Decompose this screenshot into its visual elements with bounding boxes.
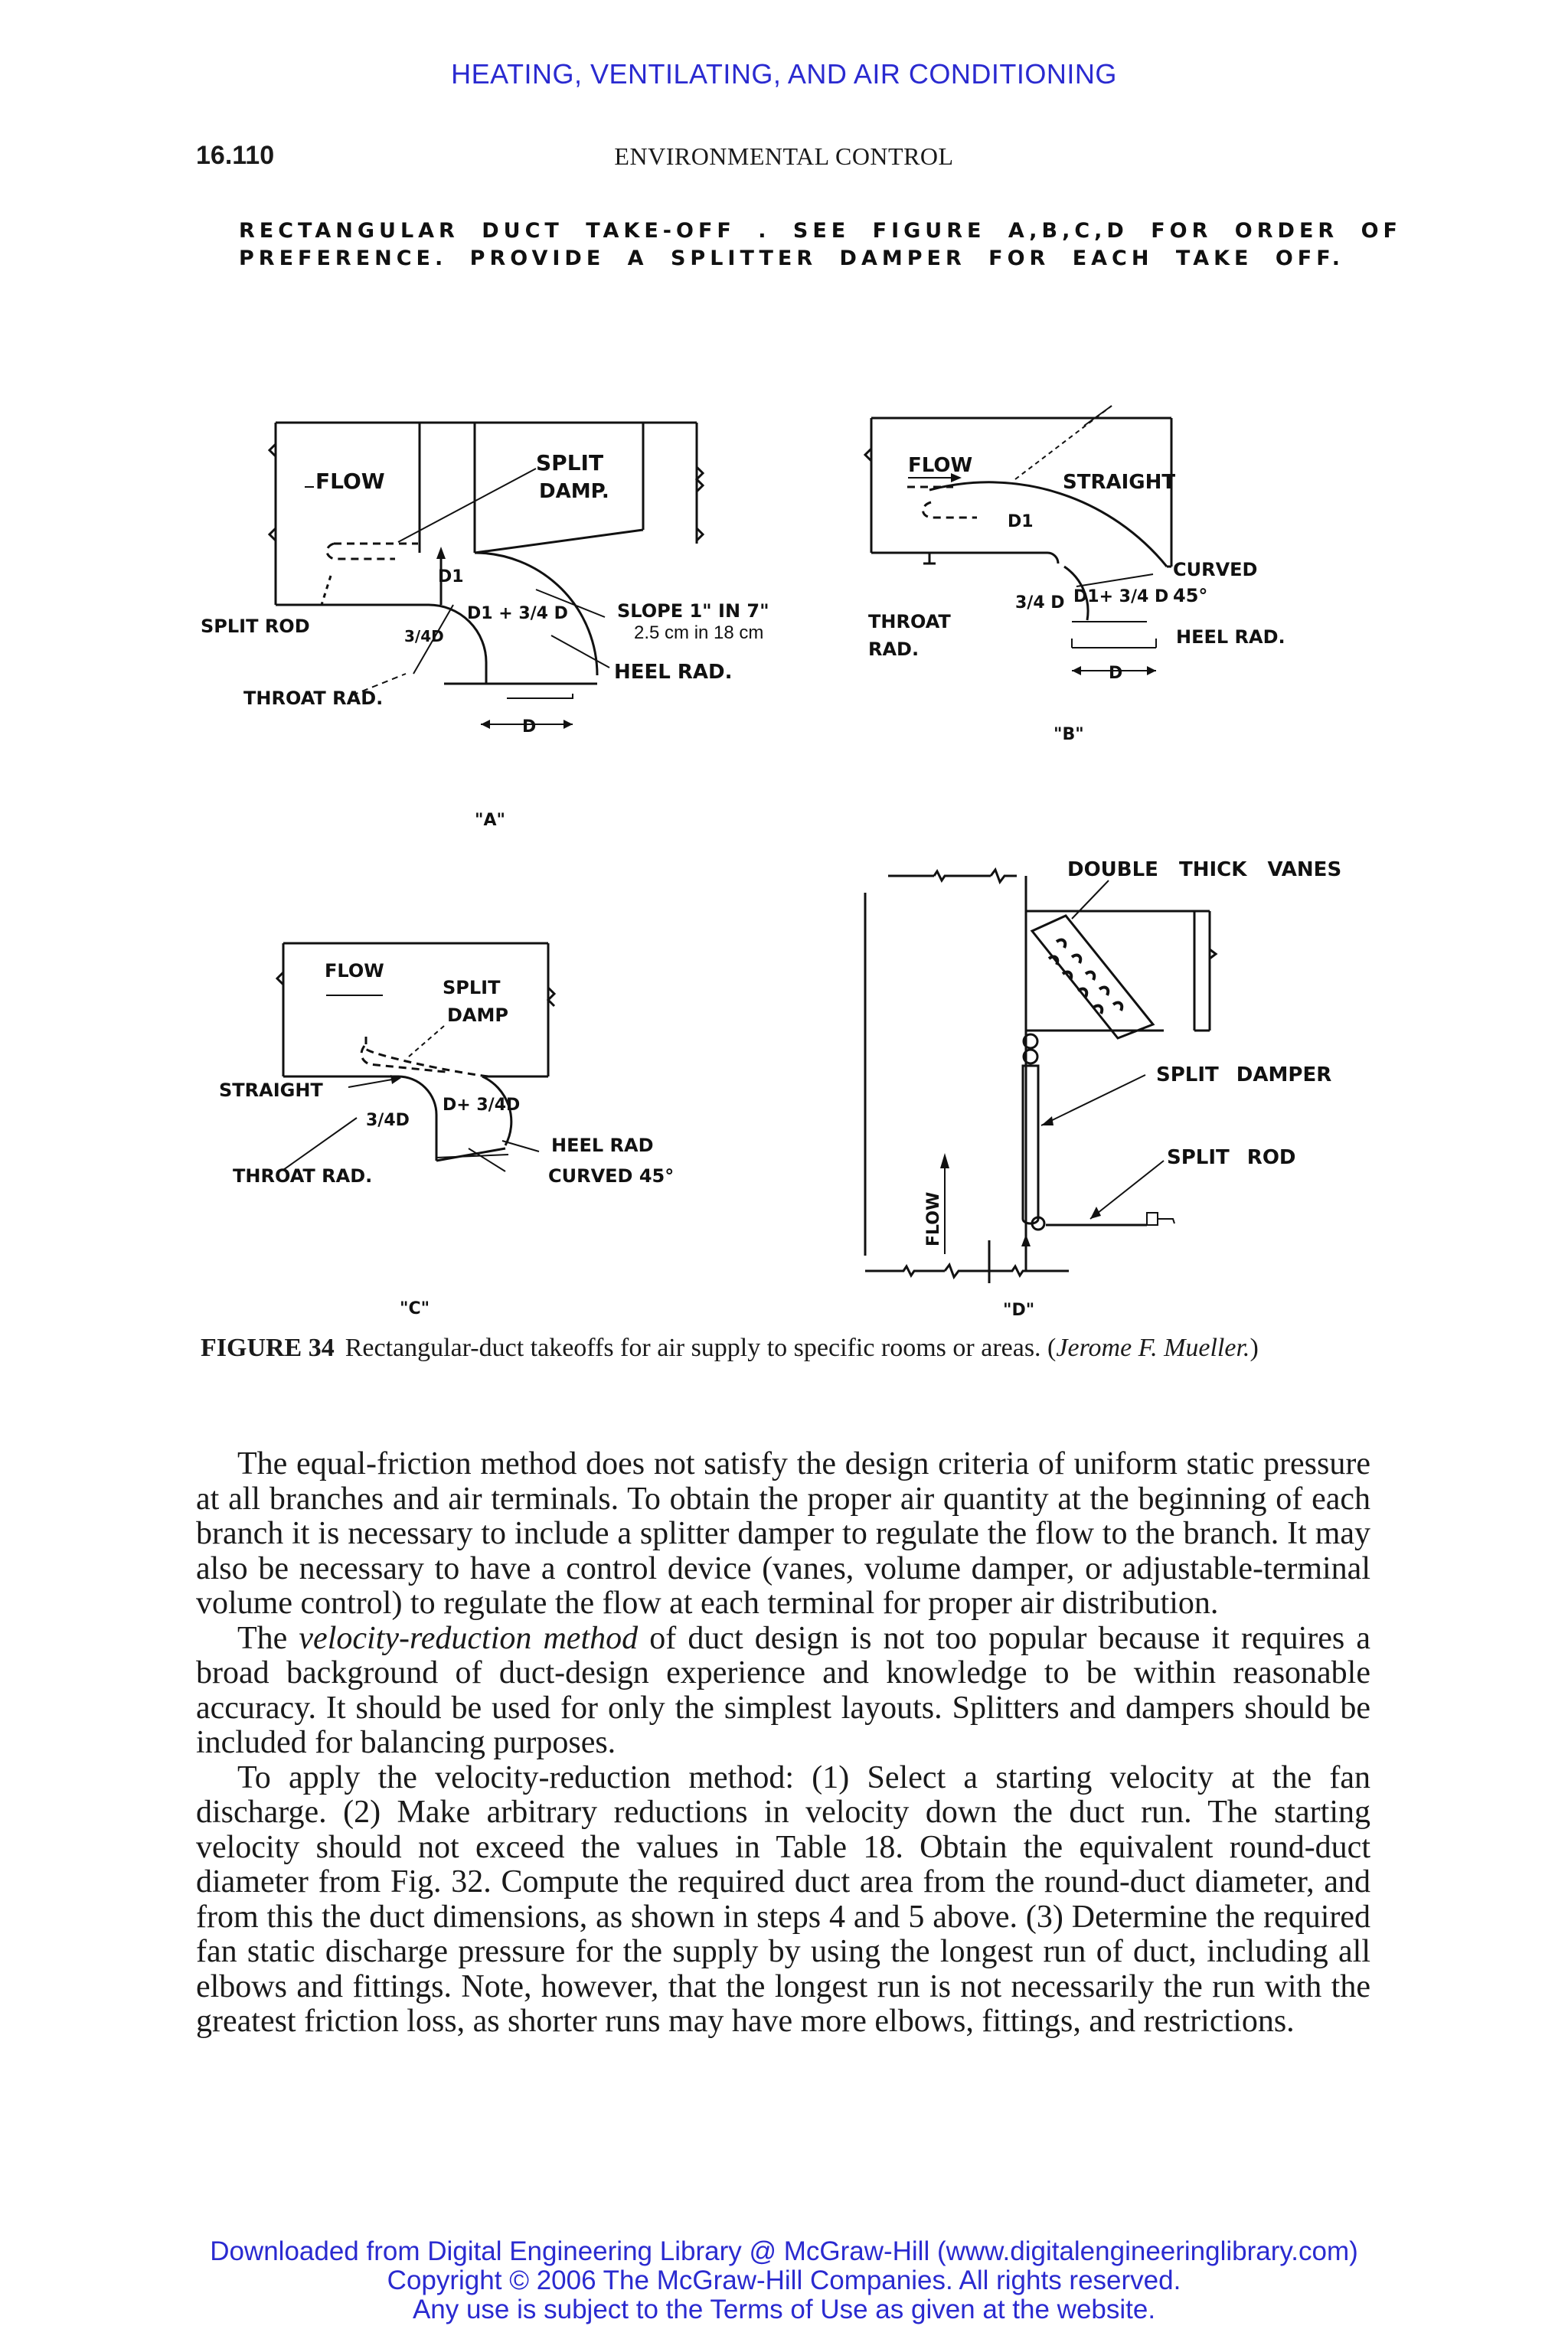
page-number: 16.110 — [196, 141, 275, 170]
panel-a-heel-rad-label: HEEL RAD. — [614, 661, 733, 684]
panel-c-throat-rad-label: THROAT RAD. — [233, 1165, 373, 1187]
panel-a-split-rod-label: SPLIT ROD — [201, 616, 310, 637]
body-paragraph-3: To apply the velocity-reduction method: (1) Select a starting velocity at the fan discharge. (2) Make arbitrary reductions in velocity down the duct run. The starting velocity should not exceed the values in Table 18. Obtain the equivalent round-duct diameter from Fig. 32. Compute the required duct area from the round-duct diameter, and from this the duct dimensions, as shown in steps 4 and 5 above. (3) Determine the required fan static discharge pressure for the supply by using the longest run of duct, including all elbows and fittings. Note, however, that the longest run is not necessarily the run with the greatest friction loss, as shorter runs may have more elbows, fittings, and restrictions. — [196, 1759, 1370, 2039]
footer-terms: Any use is subject to the Terms of Use as given at the website. — [412, 2295, 1156, 2324]
panel-b-flow-label: FLOW — [908, 454, 973, 477]
panel-d-split-damper-label: SPLIT DAMPER — [1156, 1063, 1332, 1086]
panel-b-id: "B" — [1054, 725, 1084, 744]
figure-caption-text: Rectangular-duct takeoffs for air supply to specific rooms or areas. ( — [345, 1334, 1057, 1362]
body-paragraph-1: The equal-friction method does not satisfy the design criteria of uniform static pressure at all branches and air terminals. To obtain the proper air quantity at the beginning of each branch it is necessary to include a splitter damper to regulate the flow to the branch. It may also be necessary to have a control device (vanes, volume damper, or adjustable-terminal volume control) to regulate the flow at each terminal for proper air distribution. — [196, 1446, 1370, 1621]
panel-b-angle-label: 45° — [1173, 585, 1208, 606]
panel-b-d1-label: D1 — [1008, 512, 1034, 531]
panel-b-drawing — [865, 406, 1171, 675]
panel-c-heel-rad-label: HEEL RAD — [551, 1135, 654, 1156]
panel-b-throat-label: THROAT — [868, 611, 951, 632]
body-paragraph-2-rest: of duct design is not too popular because it requires a broad background of duct-design experience and knowledge to be within reasonable accuracy. It should be used for only the simplest layouts. Splitters and dampers should be included for balancing purposes. — [196, 1620, 1371, 1760]
panel-c-id: "C" — [400, 1299, 430, 1318]
figure-caption-credit: Jerome F. Mueller. — [1056, 1334, 1250, 1362]
panel-a-three-quarter-d-label: 3/4D — [404, 627, 444, 645]
panel-c-flow-label: FLOW — [325, 960, 384, 982]
panel-a-damp-label: DAMP. — [539, 480, 609, 503]
panel-c-damp-label: DAMP — [447, 1004, 508, 1026]
figure-note-line-2: PREFERENCE. PROVIDE A SPLITTER DAMPER FOR EACH TAKE OFF. — [239, 247, 1344, 270]
figure-caption-label: FIGURE 34 — [201, 1334, 335, 1362]
panel-c-labels — [219, 960, 674, 1318]
figure-note-line-1: RECTANGULAR DUCT TAKE-OFF . SEE FIGURE A,B,C,D FOR ORDER OF — [239, 219, 1402, 243]
running-head: HEATING, VENTILATING, AND AIR CONDITIONING — [451, 58, 1117, 90]
body-paragraph-2-emphasis: velocity-reduction method — [299, 1620, 639, 1656]
panel-b-curved-label: CURVED — [1173, 559, 1258, 580]
panel-a-d1-label: D1 — [438, 567, 464, 586]
panel-d-vanes-label: DOUBLE THICK VANES — [1067, 858, 1342, 881]
panel-a-flow-label: FLOW — [315, 469, 385, 494]
panel-b-heel-rad-label: HEEL RAD. — [1176, 626, 1285, 648]
panel-a-d1-plus-label: D1 + 3/4 D — [467, 604, 568, 623]
figure-caption-close: ) — [1250, 1334, 1259, 1362]
panel-b-labels — [868, 454, 1285, 744]
panel-d-labels — [924, 858, 1341, 1320]
panel-d-id: "D" — [1003, 1301, 1035, 1320]
footer — [0, 2237, 1568, 2324]
panel-b-d1-plus-label: D1+ 3/4 D — [1073, 587, 1169, 606]
panel-c-straight-label: STRAIGHT — [219, 1080, 323, 1101]
panel-a-throat-rad-label: THROAT RAD. — [243, 688, 384, 709]
panel-c-curved-label: CURVED 45° — [548, 1165, 675, 1187]
panel-b-three-quarter-d-label: 3/4 D — [1015, 593, 1065, 612]
panel-b-rad-label: RAD. — [868, 639, 920, 660]
body-text — [196, 1447, 1370, 2040]
panel-c-d-plus-label: D+ 3/4D — [443, 1096, 521, 1115]
footer-copyright: Copyright © 2006 The McGraw-Hill Companies. All rights reserved. — [387, 2265, 1181, 2295]
panel-a-labels — [201, 450, 769, 830]
panel-c-drawing — [277, 943, 554, 1171]
body-paragraph-2 — [196, 1622, 1370, 1761]
panel-c-split-label: SPLIT — [443, 977, 501, 998]
panel-a-id: "A" — [475, 811, 505, 830]
panel-c-three-quarter-d-label: 3/4D — [366, 1111, 410, 1130]
body-paragraph-2-start: The — [237, 1620, 299, 1656]
panel-b-straight-label: STRAIGHT — [1063, 471, 1176, 494]
panel-a-split-label: SPLIT — [536, 450, 604, 475]
panel-a-slope-metric-label: 2.5 cm in 18 cm — [634, 622, 764, 643]
panel-b-d-label: D — [1109, 664, 1123, 683]
footer-download-link[interactable]: Downloaded from Digital Engineering Library @ McGraw-Hill (www.digitalengineeringlibrary.com) — [210, 2236, 1358, 2266]
panel-a-slope-label: SLOPE 1" IN 7" — [617, 600, 769, 622]
panel-a-d-label: D — [522, 717, 537, 737]
figure-caption — [201, 1332, 1369, 1364]
panel-d-flow-label: FLOW — [924, 1191, 943, 1246]
section-title: ENVIRONMENTAL CONTROL — [614, 142, 954, 170]
panel-d-split-rod-label: SPLIT ROD — [1167, 1146, 1296, 1169]
